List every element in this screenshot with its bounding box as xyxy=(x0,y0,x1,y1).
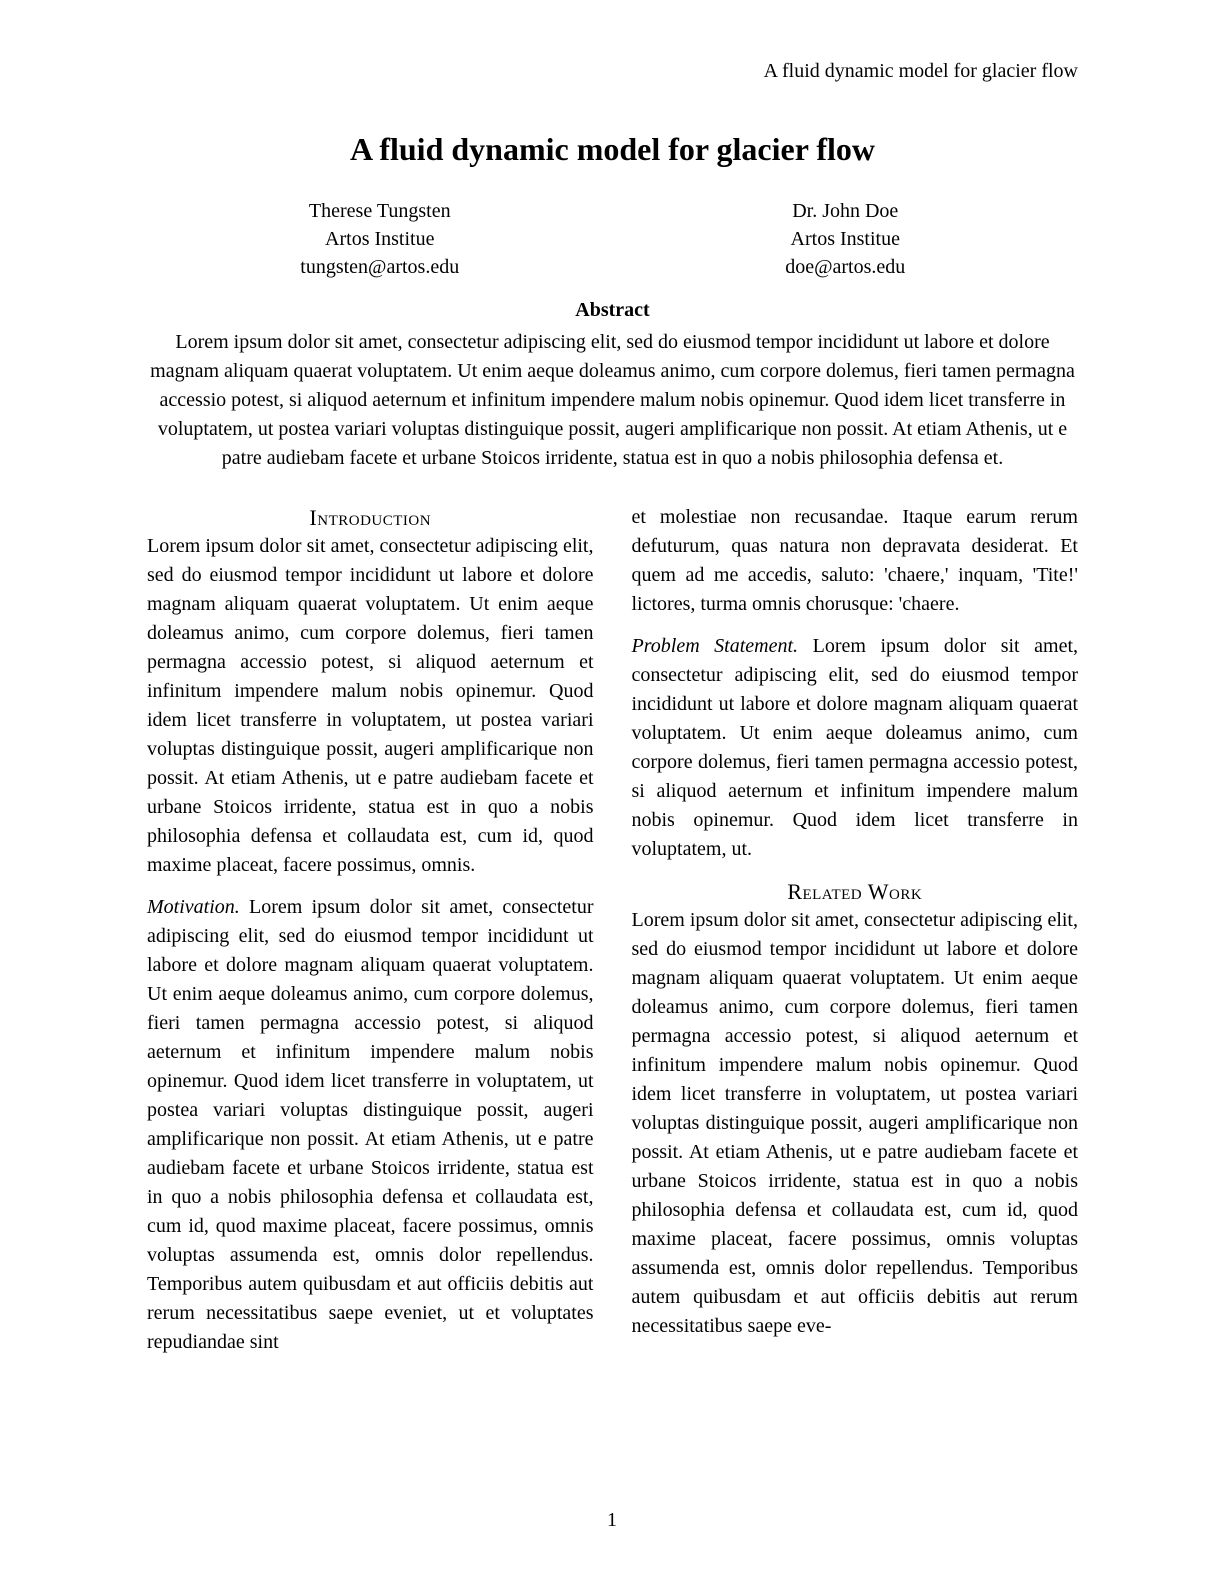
author-2 xyxy=(613,197,1079,281)
motivation-paragraph-continued: et molestiae non recusandae. Itaque earum rerum defuturum, quas natura non depravata desiderat. Et quem ad me accedis, saluto: 'chaere,' inquam, 'Tite!' lictores, turma omnis chorusque: 'chaere. xyxy=(631,506,1078,615)
left-column xyxy=(147,503,594,1357)
author-1-affiliation: Artos Institue xyxy=(325,228,435,250)
author-block xyxy=(147,197,1078,281)
problem-statement-paragraph xyxy=(632,632,1079,864)
abstract-section xyxy=(147,297,1078,473)
paper-title: A fluid dynamic model for glacier flow xyxy=(349,131,875,167)
right-column xyxy=(632,503,1079,1357)
problem-statement-label: Problem Statement. xyxy=(631,635,799,657)
page-number: 1 xyxy=(607,1509,617,1531)
motivation-label: Motivation. xyxy=(147,896,240,918)
abstract-heading: Abstract xyxy=(575,299,650,321)
author-2-email: doe@artos.edu xyxy=(785,256,906,278)
section-heading-related-work: Related Work xyxy=(787,879,923,904)
author-2-name: Dr. John Doe xyxy=(792,200,899,222)
abstract-text: Lorem ipsum dolor sit amet, consectetur adipiscing elit, sed do eiusmod tempor incididunt ut labore et dolore magnam aliquam quaerat voluptatem. Ut enim aeque doleamus animo, cum corpore dolemus, fieri tamen permagna accessio potest, si aliquod aeternum et infinitum impendere malum nobis opinemur. Quod idem licet transferre in voluptatem, ut postea variari voluptas distinguique possit, augeri amplificarique non possit. At etiam Athenis, ut e patre audiebam facete et urbane Stoicos irridente, statua est in quo a nobis philosophia defensa et. xyxy=(150,331,1075,469)
motivation-text-col1: Lorem ipsum dolor sit amet, consectetur adipiscing elit, sed do eiusmod tempor incididunt ut labore et dolore magnam aliquam quaerat voluptatem. Ut enim aeque doleamus animo, cum corpore dolemus, fieri tamen permagna accessio potest, si aliquod aeternum et infinitum impendere malum nobis opinemur. Quod idem licet transferre in voluptatem, ut postea variari voluptas distinguique possit, augeri amplificarique non possit. At etiam Athenis, ut e patre audiebam facete et urbane Stoicos irridente, statua est in quo a nobis philosophia defensa et collaudata est, cum id, quod maxime placeat, facere possimus, omnis voluptas assumenda est, omnis dolor repellendus. Temporibus autem quibusdam et aut officiis debitis aut rerum necessitatibus saepe eveniet, ut et voluptates repudiandae sint xyxy=(147,896,594,1353)
running-head: A fluid dynamic model for glacier flow xyxy=(763,60,1078,82)
two-column-body xyxy=(147,503,1078,1357)
motivation-paragraph xyxy=(147,893,594,1357)
introduction-paragraph: Lorem ipsum dolor sit amet, consectetur adipiscing elit, sed do eiusmod tempor incididunt ut labore et dolore magnam aliquam quaerat voluptatem. Ut enim aeque doleamus animo, cum corpore dolemus, fieri tamen permagna accessio potest, si aliquod aeternum et infinitum impendere malum nobis opinemur. Quod idem licet transferre in voluptatem, ut postea variari voluptas distinguique possit, augeri amplificarique non possit. At etiam Athenis, ut e patre audiebam facete et urbane Stoicos irridente, statua est in quo a nobis philosophia defensa et collaudata est, cum id, quod maxime placeat, facere possimus, omnis. xyxy=(147,535,594,876)
problem-statement-text: Lorem ipsum dolor sit amet, consectetur adipiscing elit, sed do eiusmod tempor incididunt ut labore et dolore magnam aliquam quaerat voluptatem. Ut enim aeque doleamus animo, cum corpore dolemus, fieri tamen permagna accessio potest, si aliquod aeternum et infinitum impendere malum nobis opinemur. Quod idem licet transferre in voluptatem, ut. xyxy=(631,635,1079,860)
author-2-affiliation: Artos Institue xyxy=(790,228,900,250)
section-heading-introduction: Introduction xyxy=(309,505,432,530)
author-1-name: Therese Tungsten xyxy=(308,200,451,222)
author-1 xyxy=(147,197,613,281)
related-work-paragraph: Lorem ipsum dolor sit amet, consectetur adipiscing elit, sed do eiusmod tempor incididunt ut labore et dolore magnam aliquam quaerat voluptatem. Ut enim aeque doleamus animo, cum corpore dolemus, fieri tamen permagna accessio potest, si aliquod aeternum et infinitum impendere malum nobis opinemur. Quod idem licet transferre in voluptatem, ut postea variari voluptas distinguique possit, augeri amplificarique non possit. At etiam Athenis, ut e patre audiebam facete et urbane Stoicos irridente, statua est in quo a nobis philosophia defensa et collaudata est, cum id, quod maxime placeat, facere possimus, omnis voluptas assumenda est, omnis dolor repellendus. Temporibus autem quibusdam et aut officiis debitis aut rerum necessitatibus saepe eve- xyxy=(631,909,1078,1337)
author-1-email: tungsten@artos.edu xyxy=(300,256,460,278)
